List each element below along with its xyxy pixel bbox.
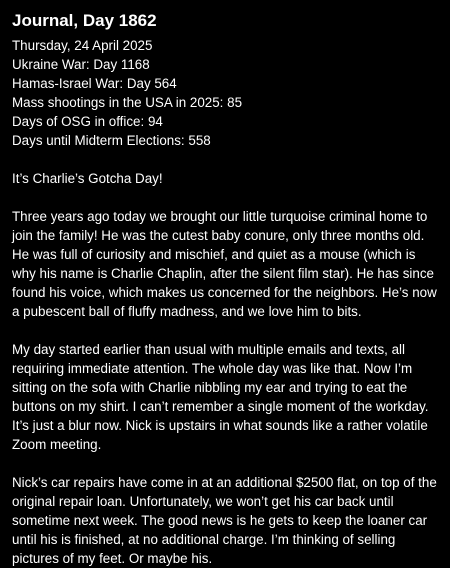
spacer — [12, 321, 440, 340]
spacer — [12, 188, 440, 207]
paragraph-car-repairs: Nick’s car repairs have come in at an additional $2500 flat, on top of the original repair loan. Unfortunately, we won’t get his car back until sometime next week. The good news is he gets to keep the loaner car until his is finished, at no additional charge. I’m thinking of selling pictures of my feet. Or maybe his. — [12, 475, 437, 566]
meta-mass-shootings: Mass shootings in the USA in 2025: 85 — [12, 95, 243, 110]
meta-osg-days: Days of OSG in office: 94 — [12, 114, 163, 129]
meta-midterm-countdown: Days until Midterm Elections: 558 — [12, 133, 211, 148]
paragraph-charlie-story: Three years ago today we brought our little turquoise criminal home to join the family! He was the cutest baby conure, only three months old. He was full of curiosity and mischief, and quiet as a mouse (which is why his name is Charlie Chaplin, after the silent film star). He has since found his voice, which makes us concerned for the neighbors. He’s now a pubescent ball of fluffy madness, and we love him to bits. — [12, 209, 437, 319]
meta-date: Thursday, 24 April 2025 — [12, 38, 153, 53]
meta-hamas-israel-war: Hamas-Israel War: Day 564 — [12, 76, 177, 91]
journal-meta — [12, 36, 440, 150]
spacer — [12, 454, 440, 473]
spacer — [12, 150, 440, 169]
paragraph-workday: My day started earlier than usual with multiple emails and texts, all requiring immediate attention. The whole day was like that. Now I’m sitting on the sofa with Charlie nibbling my ear and trying to eat the buttons on my shirt. I can’t remember a single moment of the workday. It’s just a blur now. Nick is upstairs in what sounds like a rather volatile Zoom meeting. — [12, 342, 429, 452]
meta-ukraine-war: Ukraine War: Day 1168 — [12, 57, 150, 72]
paragraph-gotcha-day: It’s Charlie’s Gotcha Day! — [12, 171, 163, 186]
journal-title: Journal, Day 1862 — [12, 11, 157, 30]
